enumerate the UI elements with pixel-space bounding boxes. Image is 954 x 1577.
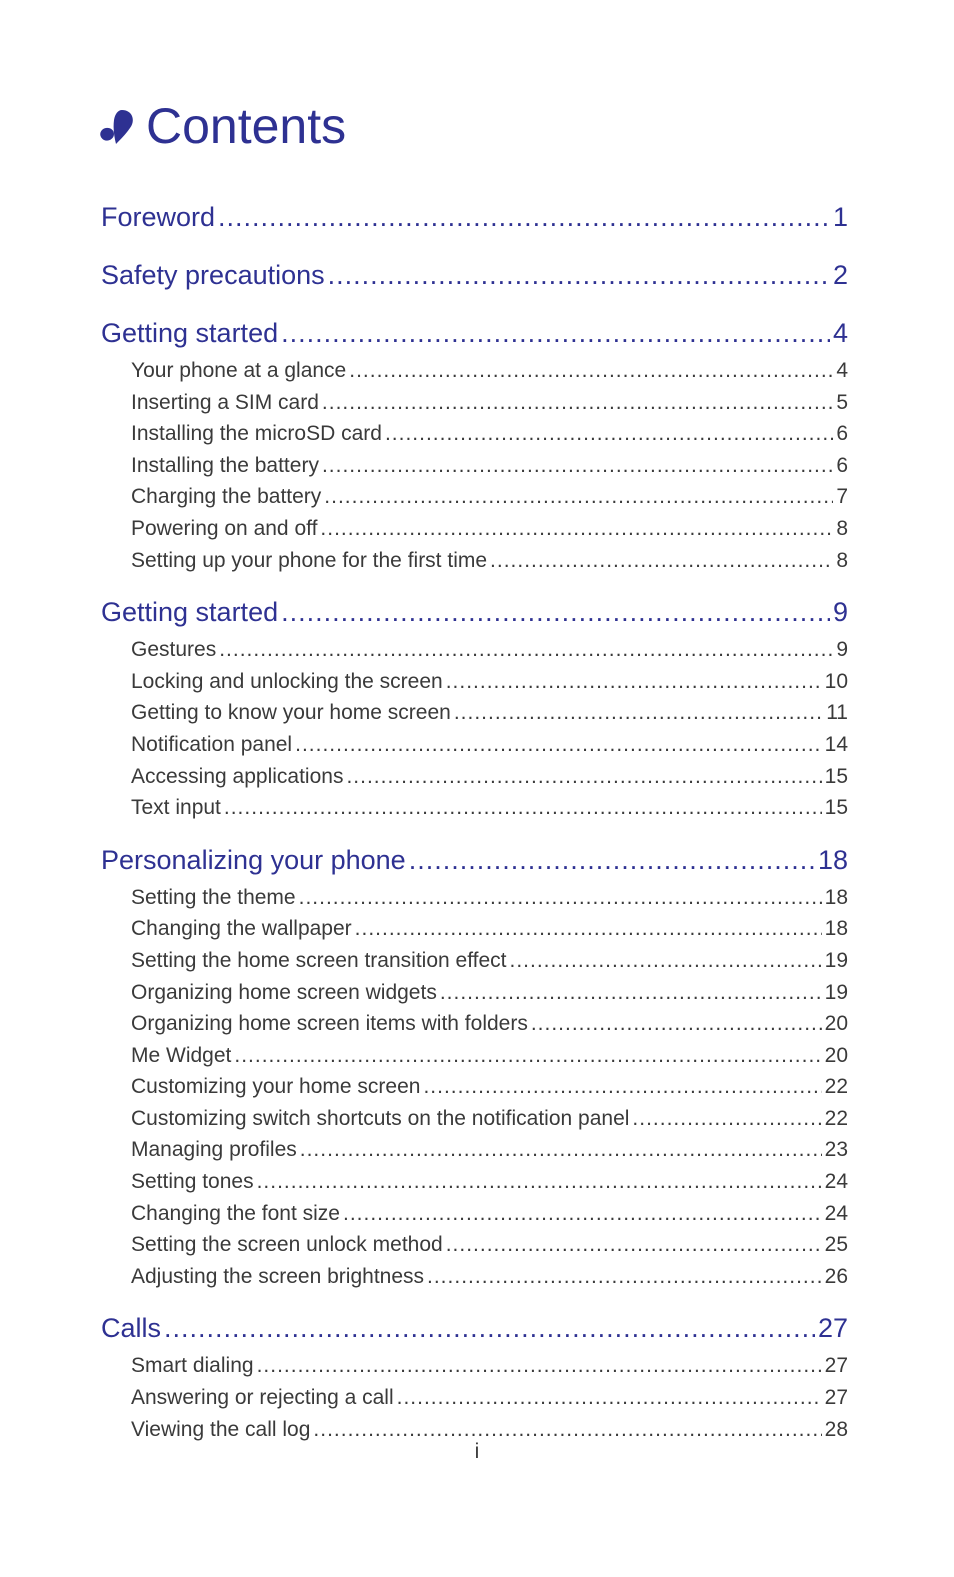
toc-chapter-link[interactable] [101,195,848,239]
entry-title: Setting up your phone for the first time [131,548,488,572]
toc-chapter [101,195,848,239]
entry-title: Getting to know your home screen [131,701,451,725]
toc-entry-link[interactable] [131,1166,848,1198]
entry-page-number: 24 [824,1170,848,1194]
entry-page-number: 5 [836,390,848,414]
toc-entry-link[interactable] [131,634,848,666]
toc-entry-link[interactable] [131,913,848,945]
dot-leader [343,1198,822,1230]
dot-leader [531,1008,822,1040]
toc-entry-link[interactable] [131,481,848,513]
entry-page-number: 7 [836,485,848,509]
toc-entry-link[interactable] [131,355,848,387]
dot-leader [219,634,833,666]
chapter-title: Getting started [101,318,279,348]
entry-page-number: 19 [824,948,848,972]
dot-leader [257,1166,822,1198]
page-number-footer: i [474,1440,480,1463]
entry-title: Installing the microSD card [131,422,382,446]
toc-entry-link[interactable] [131,977,848,1009]
dot-leader [454,697,823,729]
entry-title: Managing profiles [131,1138,297,1162]
entry-title: Notification panel [131,732,293,756]
entry-title: Charging the battery [131,485,322,509]
entry-page-number: 18 [824,917,848,941]
table-of-contents [101,195,848,1459]
entry-page-number: 10 [824,669,848,693]
entry-title: Text input [131,796,221,820]
toc-entry-link[interactable] [131,1382,848,1414]
dot-leader [427,1261,822,1293]
dot-leader [300,1134,822,1166]
chapter-title: Safety precautions [101,260,325,290]
entry-title: Setting tones [131,1170,254,1194]
dot-leader [281,311,830,355]
entry-title: Changing the font size [131,1201,340,1225]
toc-entry-link[interactable] [131,792,848,824]
dot-leader [328,253,830,297]
toc-entry-link[interactable] [131,882,848,914]
entry-page-number: 27 [824,1386,848,1410]
entry-title: Setting the screen unlock method [131,1233,443,1257]
chapter-title: Calls [101,1313,162,1344]
toc-chapter-link[interactable] [101,311,848,355]
entry-page-number: 4 [836,359,848,382]
toc-entry-link[interactable] [131,513,848,545]
chapter-page-number: 27 [817,1313,848,1344]
toc-entry-link[interactable] [131,761,848,793]
toc-entry-link[interactable] [131,1040,848,1072]
dot-leader [490,545,833,577]
toc-entry-link[interactable] [131,1134,848,1166]
entry-page-number: 27 [824,1354,848,1378]
dot-leader [320,513,833,545]
dot-leader [385,418,833,450]
toc-entry-link[interactable] [131,729,848,761]
dot-leader [510,945,822,977]
dot-leader [322,387,833,419]
entry-title: Installing the battery [131,453,319,477]
dot-leader [299,882,822,914]
entry-title: Inserting a SIM card [131,390,319,414]
dot-leader [632,1103,821,1135]
dot-leader [446,1229,822,1261]
dot-leader [409,838,815,882]
chapter-title: Foreword [101,202,216,232]
entry-page-number: 19 [824,980,848,1004]
toc-chapter [101,311,848,576]
toc-chapter-link[interactable] [101,253,848,297]
toc-entry-link[interactable] [131,945,848,977]
dot-leader [164,1306,815,1350]
entry-title: Me Widget [131,1043,232,1067]
entry-page-number: 18 [824,885,848,909]
entry-title: Your phone at a glance [131,359,347,382]
chapter-page-number: 2 [832,260,848,290]
dot-leader [234,1040,821,1072]
page-title-text: Contents [146,98,347,154]
entry-title: Setting the theme [131,885,296,909]
chapter-page-number: 9 [832,597,848,628]
entry-title: Accessing applications [131,764,344,788]
toc-entry-link[interactable] [131,1198,848,1230]
entry-page-number: 22 [824,1106,848,1130]
toc-chapter-link[interactable] [101,590,848,634]
chapter-page-number: 18 [817,844,848,875]
entry-page-number: 9 [836,638,848,662]
entry-page-number: 22 [824,1075,848,1099]
entry-page-number: 20 [824,1043,848,1067]
entry-page-number: 23 [824,1138,848,1162]
toc-entry-link[interactable] [131,418,848,450]
dot-leader [281,590,830,634]
entry-page-number: 6 [836,453,848,477]
toc-chapter [101,1306,848,1445]
entry-title: Organizing home screen items with folders [131,1012,528,1036]
chapter-page-number: 1 [832,202,848,232]
dot-leader [355,913,822,945]
entry-title: Changing the wallpaper [131,917,352,941]
entry-title: Answering or rejecting a call [131,1386,394,1410]
entry-title: Customizing switch shortcuts on the notification panel [131,1106,630,1130]
dot-leader [218,195,830,239]
dot-leader [423,1071,821,1103]
entry-title: Organizing home screen widgets [131,980,437,1004]
toc-chapter [101,253,848,297]
dot-leader [324,481,833,513]
toc-entry-link[interactable] [131,545,848,577]
dot-leader [446,666,822,698]
entry-title: Smart dialing [131,1354,254,1378]
chapter-title: Getting started [101,597,279,628]
toc-entry-link[interactable] [131,666,848,698]
entry-title: Customizing your home screen [131,1075,421,1099]
dot-leader [322,450,833,482]
dot-leader [397,1382,822,1414]
toc-entry-link[interactable] [131,387,848,419]
entry-page-number: 14 [824,732,848,756]
entry-page-number: 8 [836,516,848,540]
entry-page-number: 28 [824,1417,848,1441]
dot-leader [295,729,822,761]
entry-title: Locking and unlocking the screen [131,669,443,693]
toc-entry-link[interactable] [131,450,848,482]
entry-page-number: 6 [836,422,848,446]
entry-page-number: 26 [824,1264,848,1288]
toc-chapter [101,590,848,824]
entry-page-number: 8 [836,548,848,572]
entry-page-number: 11 [826,701,848,725]
toc-entry-link[interactable] [131,1071,848,1103]
toc-entry-link[interactable] [131,1350,848,1382]
entry-page-number: 15 [824,796,848,820]
dot-leader [224,792,822,824]
dot-leader [349,355,833,387]
page-title [96,94,346,158]
entry-title: Setting the home screen transition effect [131,948,507,972]
toc-chapter [101,838,848,1293]
toc-entry-link[interactable] [131,1103,848,1135]
dot-leader [346,761,821,793]
entry-page-number: 25 [824,1233,848,1257]
entry-title: Adjusting the screen brightness [131,1264,425,1288]
dot-leader [257,1350,822,1382]
dot-leader [440,977,822,1009]
entry-page-number: 20 [824,1012,848,1036]
huawei-petals-icon [96,106,138,146]
chapter-page-number: 4 [832,318,848,348]
toc-entry-link[interactable] [131,1008,848,1040]
entry-title: Gestures [131,638,217,662]
chapter-title: Personalizing your phone [101,844,406,875]
entry-page-number: 24 [824,1201,848,1225]
toc-entry-link[interactable] [131,1229,848,1261]
entry-page-number: 15 [824,764,848,788]
toc-chapter-link[interactable] [101,1306,848,1350]
entry-title: Viewing the call log [131,1417,311,1441]
toc-entry-link[interactable] [131,697,848,729]
entry-title: Powering on and off [131,516,318,540]
toc-chapter-link[interactable] [101,838,848,882]
toc-entry-link[interactable] [131,1261,848,1293]
